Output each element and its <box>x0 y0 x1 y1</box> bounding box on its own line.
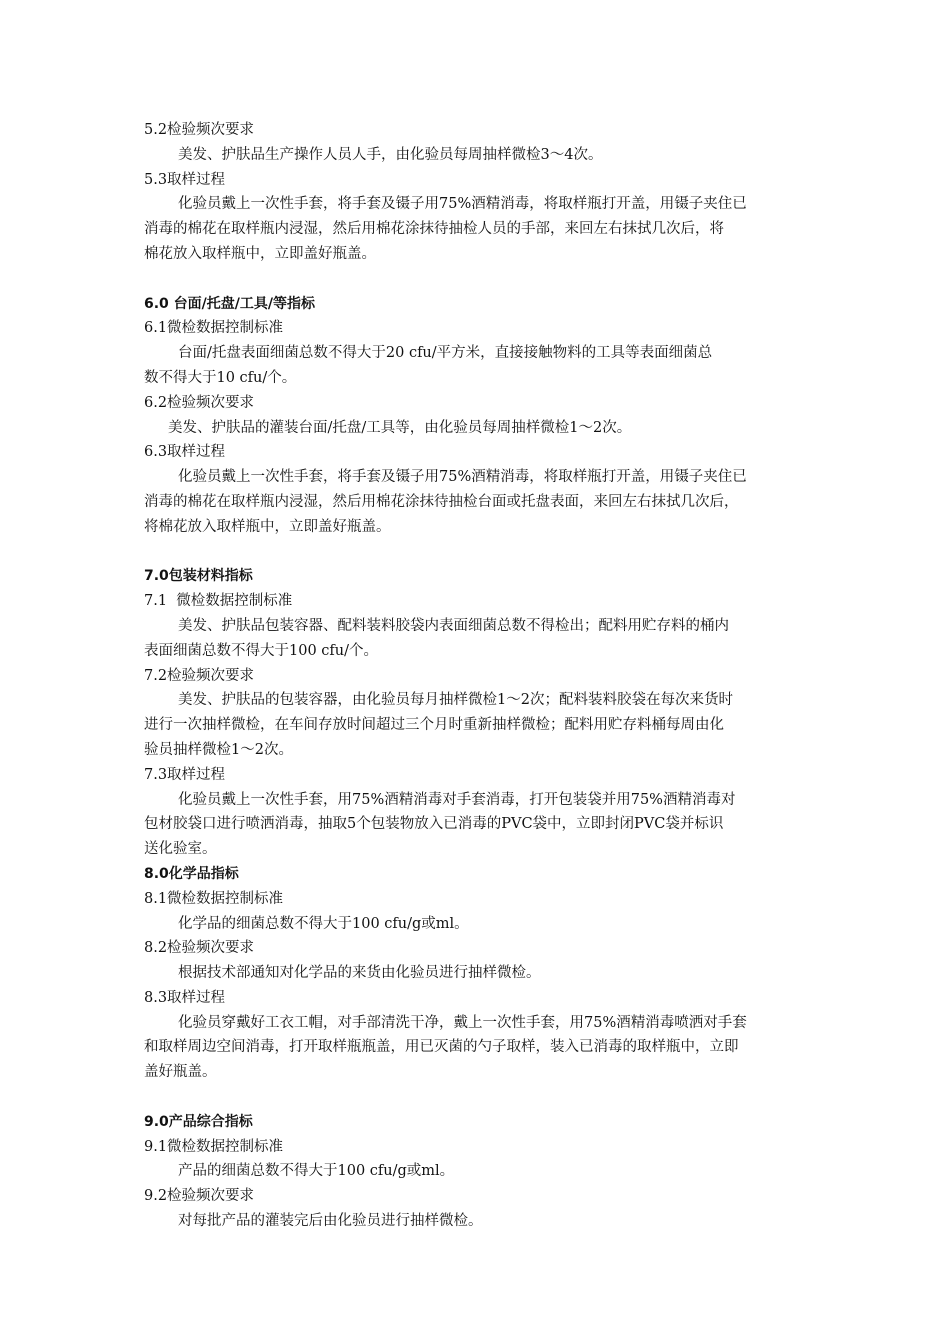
section-8-2-heading: 8.2检验频次要求 <box>144 940 255 957</box>
spacer <box>144 540 812 565</box>
section-7-1-line-1: 美发、护肤品包装容器、配料装料胶袋内表面细菌总数不得检出；配料用贮存料的桶内 <box>178 617 729 634</box>
section-5-3-line-2: 消毒的棉花在取样瓶内浸湿，然后用棉花涂抹待抽检人员的手部，来回左右抹拭几次后，将 <box>144 221 724 238</box>
section-8-1-text: 化学品的细菌总数不得大于100 cfu/g或ml。 <box>178 915 469 932</box>
section-6-1-line-1: 台面/托盘表面细菌总数不得大于20 cfu/平方米，直接接触物料的工具等表面细菌总 <box>178 345 713 362</box>
section-6-1-line-2: 数不得大于10 cfu/个。 <box>144 369 297 386</box>
section-6-3-heading: 6.3取样过程 <box>144 444 226 461</box>
section-6-3-line-1: 化验员戴上一次性手套，将手套及镊子用75%酒精消毒，将取样瓶打开盖，用镊子夹住已 <box>178 469 747 486</box>
section-7-2-line-2: 进行一次抽样微检，在车间存放时间超过三个月时重新抽样微检；配料用贮存料桶每周由化 <box>144 717 724 734</box>
section-8-2-text: 根据技术部通知对化学品的来货由化验员进行抽样微检。 <box>178 965 541 982</box>
document-body <box>144 118 812 1234</box>
section-5-3-line-1: 化验员戴上一次性手套，将手套及镊子用75%酒精消毒，将取样瓶打开盖，用镊子夹住已 <box>178 196 747 213</box>
section-5-3-line-3: 棉花放入取样瓶中，立即盖好瓶盖。 <box>144 245 376 262</box>
section-7-3-heading: 7.3取样过程 <box>144 766 226 783</box>
section-8-3-line-1: 化验员穿戴好工衣工帽，对手部清洗干净，戴上一次性手套，用75%酒精消毒喷洒对手套 <box>178 1014 747 1031</box>
section-6-2-text: 美发、护肤品的灌装台面/托盘/工具等，由化验员每周抽样微检1～2次。 <box>168 419 632 436</box>
section-5-3-heading: 5.3取样过程 <box>144 171 226 188</box>
section-7-title: 7.0包装材料指标 <box>144 568 253 585</box>
section-8-title: 8.0化学品指标 <box>144 865 239 882</box>
section-6-3-line-3: 将棉花放入取样瓶中，立即盖好瓶盖。 <box>144 518 391 535</box>
section-9-2-text: 对每批产品的灌装完后由化验员进行抽样微检。 <box>178 1213 483 1230</box>
section-8-3-line-3: 盖好瓶盖。 <box>144 1064 217 1081</box>
section-7-2-line-1: 美发、护肤品的包装容器，由化验员每月抽样微检1～2次；配料装料胶袋在每次来货时 <box>178 692 733 709</box>
spacer <box>144 267 812 292</box>
section-7-2-heading: 7.2检验频次要求 <box>144 667 255 684</box>
section-7-3-line-2: 包材胶袋口进行喷洒消毒，抽取5个包装物放入已消毒的PVC袋中，立即封闭PVC袋并标识 <box>144 816 724 833</box>
section-7-1-heading: 7.1 微检数据控制标准 <box>144 593 293 610</box>
section-8-3-line-2: 和取样周边空间消毒，打开取样瓶瓶盖，用已灭菌的勺子取样，装入已消毒的取样瓶中，立即 <box>144 1039 739 1056</box>
section-7-2-line-3: 验员抽样微检1～2次。 <box>144 741 293 758</box>
section-6-2-heading: 6.2检验频次要求 <box>144 394 255 411</box>
section-6-1-heading: 6.1微检数据控制标准 <box>144 320 284 337</box>
section-6-3-line-2: 消毒的棉花在取样瓶内浸湿，然后用棉花涂抹待抽检台面或托盘表面，来回左右抹拭几次后， <box>144 493 739 510</box>
section-8-3-heading: 8.3取样过程 <box>144 989 226 1006</box>
section-8-1-heading: 8.1微检数据控制标准 <box>144 890 284 907</box>
section-9-title: 9.0产品综合指标 <box>144 1113 253 1130</box>
section-9-1-heading: 9.1微检数据控制标准 <box>144 1138 284 1155</box>
section-5-2-text: 美发、护肤品生产操作人员人手，由化验员每周抽样微检3～4次。 <box>178 146 603 163</box>
section-6-title: 6.0 台面/托盘/工具/等指标 <box>144 295 316 312</box>
section-7-3-line-1: 化验员戴上一次性手套，用75%酒精消毒对手套消毒，打开包装袋并用75%酒精消毒对 <box>178 791 736 808</box>
section-7-3-line-3: 送化验室。 <box>144 841 217 858</box>
spacer <box>144 1085 812 1110</box>
section-9-1-text: 产品的细菌总数不得大于100 cfu/g或ml。 <box>178 1163 455 1180</box>
section-5-2-heading: 5.2检验频次要求 <box>144 122 255 138</box>
section-7-1-line-2: 表面细菌总数不得大于100 cfu/个。 <box>144 642 378 659</box>
section-9-2-heading: 9.2检验频次要求 <box>144 1188 255 1205</box>
